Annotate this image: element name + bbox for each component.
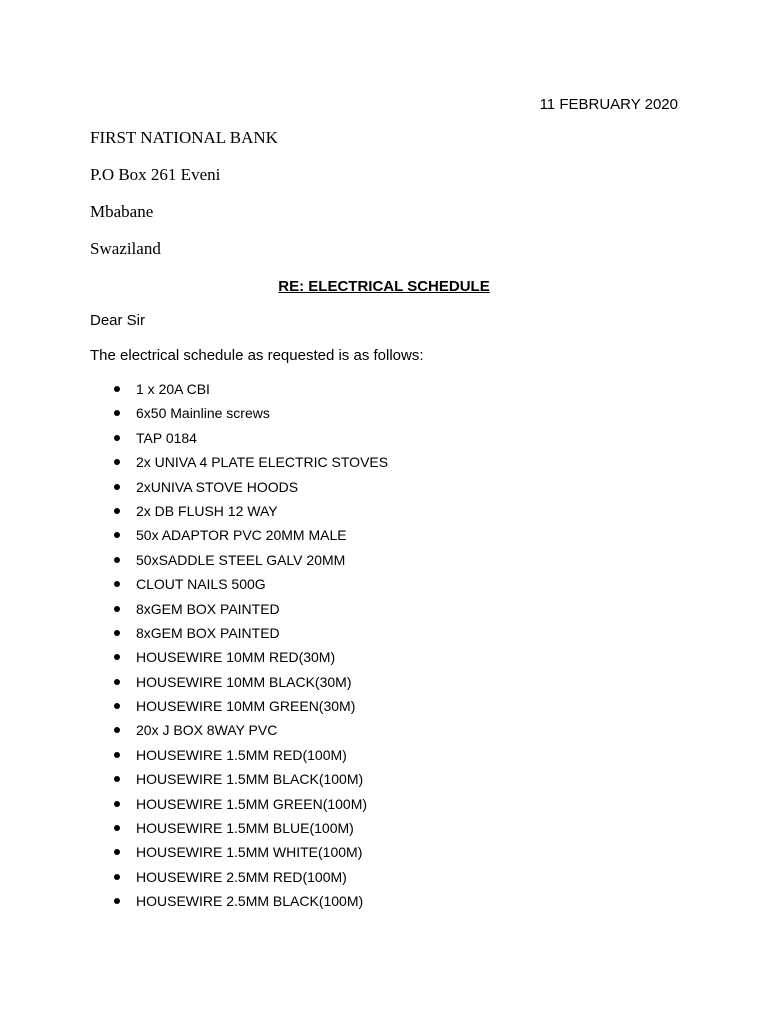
- list-item: HOUSEWIRE 1.5MM RED(100M): [0, 745, 388, 769]
- list-item: 2xUNIVA STOVE HOODS: [0, 477, 388, 501]
- list-item: HOUSEWIRE 2.5MM RED(100M): [0, 867, 388, 891]
- list-item: HOUSEWIRE 10MM GREEN(30M): [0, 696, 388, 720]
- recipient-address: [90, 128, 278, 276]
- list-item: TAP 0184: [0, 428, 388, 452]
- address-line-po-box: P.O Box 261 Eveni: [90, 165, 221, 184]
- list-item: 8xGEM BOX PAINTED: [0, 599, 388, 623]
- letter-date: 11 FEBRUARY 2020: [539, 96, 678, 113]
- list-item: 2x UNIVA 4 PLATE ELECTRIC STOVES: [0, 452, 388, 476]
- list-item: HOUSEWIRE 1.5MM WHITE(100M): [0, 842, 388, 866]
- list-item: 50xSADDLE STEEL GALV 20MM: [0, 550, 388, 574]
- list-item: HOUSEWIRE 2.5MM BLACK(100M): [0, 891, 388, 915]
- list-item: HOUSEWIRE 1.5MM GREEN(100M): [0, 794, 388, 818]
- list-item: HOUSEWIRE 10MM RED(30M): [0, 647, 388, 671]
- list-item: 50x ADAPTOR PVC 20MM MALE: [0, 525, 388, 549]
- address-line-bank: FIRST NATIONAL BANK: [90, 128, 278, 147]
- list-item: 20x J BOX 8WAY PVC: [0, 720, 388, 744]
- list-item: 6x50 Mainline screws: [0, 403, 388, 427]
- list-item: CLOUT NAILS 500G: [0, 574, 388, 598]
- list-item: HOUSEWIRE 1.5MM BLUE(100M): [0, 818, 388, 842]
- list-item: 2x DB FLUSH 12 WAY: [0, 501, 388, 525]
- list-item: HOUSEWIRE 1.5MM BLACK(100M): [0, 769, 388, 793]
- letter-subject: RE: ELECTRICAL SCHEDULE: [278, 278, 490, 295]
- list-item: 1 x 20A CBI: [0, 379, 388, 403]
- salutation: Dear Sir: [90, 312, 146, 329]
- intro-paragraph: The electrical schedule as requested is as follows:: [90, 347, 424, 364]
- address-line-country: Swaziland: [90, 239, 161, 258]
- list-item: HOUSEWIRE 10MM BLACK(30M): [0, 672, 388, 696]
- list-item: 8xGEM BOX PAINTED: [0, 623, 388, 647]
- address-line-city: Mbabane: [90, 202, 154, 221]
- schedule-list: [0, 379, 388, 916]
